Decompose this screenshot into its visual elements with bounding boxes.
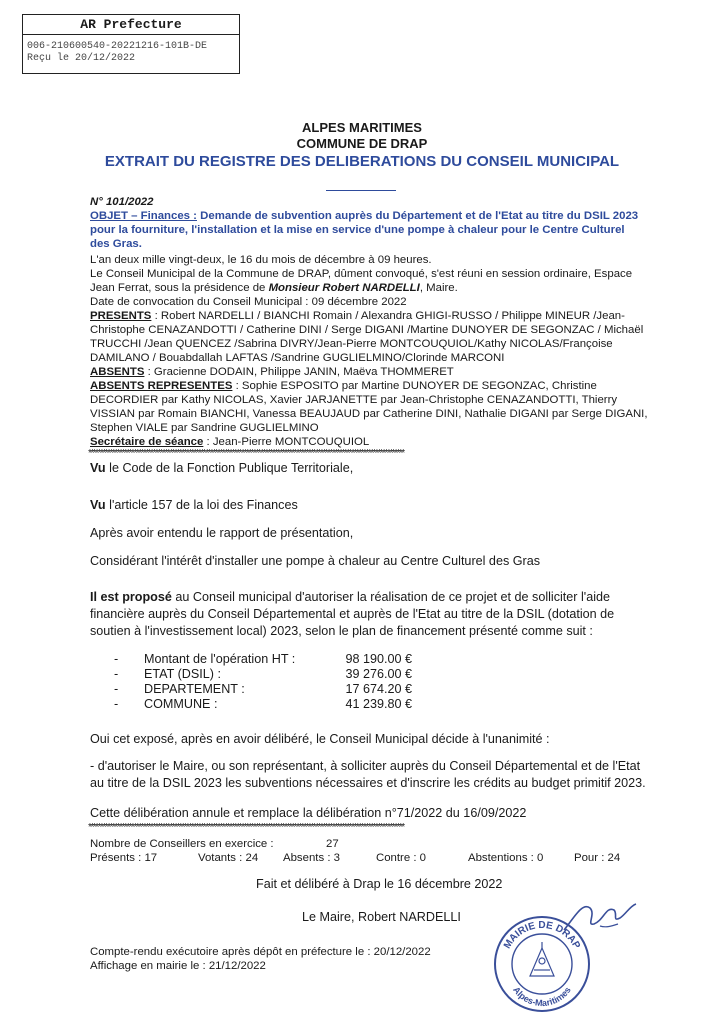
represented-line-2: DECORDIER par Kathy NICOLAS, Xavier JARJANETTE par Jean-Christophe CENAZANDOTTI, Thierry: [90, 394, 618, 406]
vote-abstentions: Abstentions : 0: [468, 852, 544, 864]
absents-line: [90, 366, 454, 380]
presents-line-1: [90, 310, 625, 324]
decision-item-line-1: - d'autoriser le Maire, ou son représentant, à solliciter auprès du Conseil Départemental et de l'Etat: [90, 759, 641, 773]
represented-line-4: Stephen VIALE par Sandrine GUGLIELMINO: [90, 422, 319, 434]
presents-text-1: : Robert NARDELLI / BIANCHI Romain / Alexandra GHIGI-RUSSO / Philippe MINEUR /Jean-: [151, 310, 625, 322]
proposal-line-1: [90, 589, 610, 606]
absents-text: : Gracienne DODAIN, Philippe JANIN, Maëva THOMMERET: [144, 366, 454, 378]
decision-item-line-2: au titre de la DSIL 2023 les subventions nécessaires et d'inscrire les crédits au budget primitif 2023.: [90, 776, 646, 790]
president-role: , Maire.: [419, 282, 458, 294]
seal-bottom-text: Alpes-Maritimes: [511, 984, 573, 1009]
vu-keyword: Vu: [90, 498, 106, 512]
considerant-line: Considérant l'intérêt d'installer une pompe à chaleur au Centre Culturel des Gras: [90, 554, 541, 568]
presents-line-3: TRUCCHI /Jean QUENCEZ /Sabrina DIVRY/Jean-Pierre MONTCOUQUIOL/Kathy NICOLAS/Françoise: [90, 338, 613, 350]
councillors-count-value: 27: [326, 838, 339, 850]
financing-dash: -: [114, 667, 119, 681]
presents-line-2: Christophe CENAZANDOTTI / Catherine DINI / Serge DIGANI /Martine DUNOYER DE SEGONZAC / Michaël: [90, 324, 644, 336]
represented-text-1: : Sophie ESPOSITO par Martine DUNOYER DE SEGONZAC, Christine: [232, 380, 597, 392]
objet-line-3: des Gras.: [90, 238, 142, 250]
title-underline: [326, 190, 396, 191]
deliberation-number: N° 101/2022: [90, 196, 154, 208]
president-name: Monsieur Robert NARDELLI: [268, 282, 420, 294]
presents-line-4: DAMILANO / Bouabdallah LAFTAS /Sandrine GUGLIELMINO/Clorinde MARCONI: [90, 352, 505, 364]
financing-dash: -: [114, 697, 119, 711]
objet-line-2: pour la fourniture, l'installation et la mise en service d'une pompe à chaleur pour le Centre Culturel: [90, 224, 625, 236]
councillors-count-label: Nombre de Conseillers en exercice :: [90, 838, 274, 850]
vu-article-text: l'article 157 de la loi des Finances: [105, 498, 298, 512]
financing-amount: 39 276.00 €: [345, 667, 412, 681]
financing-amount: 41 239.80 €: [345, 697, 412, 711]
department-name: ALPES MARITIMES: [302, 120, 422, 135]
financing-label: DEPARTEMENT :: [144, 682, 245, 696]
executory-date: Compte-rendu exécutoire après dépôt en préfecture le : 20/12/2022: [90, 946, 431, 958]
objet-label: OBJET – Finances :: [90, 210, 197, 222]
annulment-note: Cette délibération annule et remplace la délibération n°71/2022 du 16/09/2022: [90, 806, 527, 820]
represented-line-3: VISSIAN par Romain BIANCHI, Vanessa BEAUJAUD par Catherine DINI, Nathalie DIGANI par Serge DIGANI,: [90, 408, 648, 420]
place-and-date: Fait et délibéré à Drap le 16 décembre 2022: [256, 877, 503, 891]
convocation-text: Jean Ferrat, sous la présidence de: [90, 282, 269, 294]
commune-name: COMMUNE DE DRAP: [296, 136, 428, 151]
financing-dash: -: [114, 652, 119, 666]
separator-stars: ************************************************************************************************************************************: [88, 448, 404, 459]
stamp-reference: 006-210600540-20221216-101B-DE: [27, 41, 208, 52]
separator-stars: ************************************************************************************************************************************: [88, 822, 404, 833]
convocation-line-2: [90, 282, 458, 296]
prefecture-stamp: [22, 14, 240, 74]
posting-date: Affichage en mairie le : 21/12/2022: [90, 960, 266, 972]
vote-votants: Votants : 24: [198, 852, 259, 864]
vote-pour: Pour : 24: [574, 852, 621, 864]
financing-row: [114, 667, 412, 682]
rapport-line: Après avoir entendu le rapport de présentation,: [90, 526, 354, 540]
vote-contre: Contre : 0: [376, 852, 427, 864]
financing-amount: 98 190.00 €: [345, 652, 412, 666]
proposal-keyword: Il est proposé: [90, 590, 172, 604]
seal-top-text: MAIRIE DE DRAP: [501, 920, 583, 951]
convocation-date: Date de convocation du Conseil Municipal : 09 décembre 2022: [90, 296, 407, 308]
financing-label: ETAT (DSIL) :: [144, 667, 221, 681]
absents-label: ABSENTS: [90, 366, 145, 378]
mayor-signature: [560, 896, 640, 936]
vu-keyword: Vu: [90, 461, 106, 475]
financing-label: Montant de l'opération HT :: [144, 652, 296, 666]
stamp-title: AR Prefecture: [23, 15, 239, 35]
proposal-line-3: soutien à l'investissement local) 2023, selon le plan de financement présenté comme suit :: [90, 624, 593, 638]
mayor-signature-line: Le Maire, Robert NARDELLI: [302, 910, 461, 924]
seal-emblem-icon: [530, 942, 554, 976]
vote-absents: Absents : 3: [283, 852, 340, 864]
financing-amount: 17 674.20 €: [345, 682, 412, 696]
represented-label: ABSENTS REPRESENTES: [90, 380, 233, 392]
financing-dash: -: [114, 682, 119, 696]
vu-code-text: le Code de la Fonction Publique Territoriale,: [105, 461, 354, 475]
stamp-received-date: Reçu le 20/12/2022: [27, 53, 136, 64]
register-title: EXTRAIT DU REGISTRE DES DELIBERATIONS DU CONSEIL MUNICIPAL: [104, 153, 620, 170]
financing-label: COMMUNE :: [144, 697, 218, 711]
financing-list: [114, 652, 412, 712]
vu-code-line: [90, 460, 353, 477]
represented-line-1: [90, 380, 597, 394]
decision-intro: Oui cet exposé, après en avoir délibéré, le Conseil Municipal décide à l'unanimité :: [90, 732, 550, 746]
presents-label: PRESENTS: [90, 310, 152, 322]
financing-row: [114, 697, 412, 712]
convocation-line-1: Le Conseil Municipal de la Commune de DRAP, dûment convoqué, s'est réuni en session ordinaire, Espace: [90, 268, 633, 280]
vote-presents: Présents : 17: [90, 852, 158, 864]
financing-row: [114, 652, 412, 667]
session-date: L'an deux mille vingt-deux, le 16 du mois de décembre à 09 heures.: [90, 254, 432, 266]
objet-line-1: [90, 210, 638, 224]
objet-text-1: Demande de subvention auprès du Département et de l'Etat au titre du DSIL 2023: [196, 210, 639, 222]
vu-article-line: [90, 497, 298, 514]
proposal-text-1: au Conseil municipal d'autoriser la réalisation de ce projet et de solliciter l'aide: [171, 590, 611, 604]
secretary-text: : Jean-Pierre MONTCOUQUIOL: [203, 436, 370, 448]
proposal-line-2: financière auprès du Conseil Départemental et auprès de l'Etat au titre de la DSIL (dotation de: [90, 607, 615, 621]
financing-row: [114, 682, 412, 697]
secretary-label: Secrétaire de séance: [90, 436, 204, 448]
